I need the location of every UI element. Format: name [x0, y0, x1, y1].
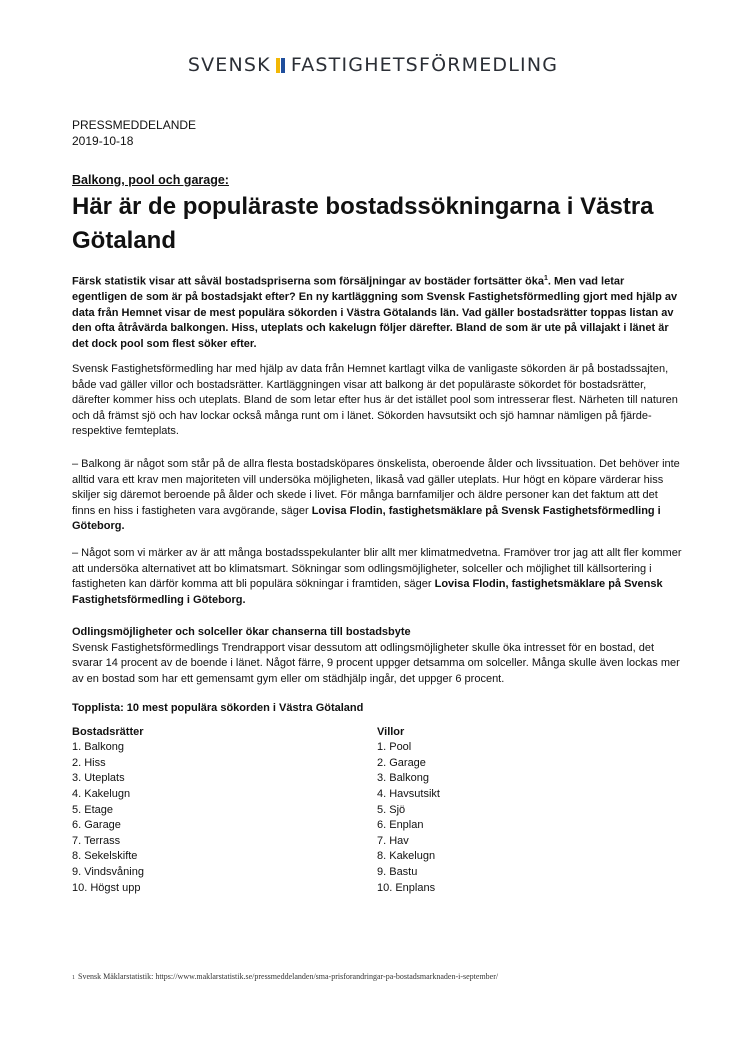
subsection-text: Svensk Fastighetsförmedlings Trendrapport visar dessutom att odlingsmöjligheter skulle öka intresset för en bostad, det svarar 14 procent av de boende i länet. Något färre, 9 procent uppger detsamma om solceller. Många skulle även lockas mer av en bostad som har ett gemensamt gym eller om städhjälp ingår, det uppger 6 procent.: [72, 641, 680, 685]
list-item: 3. Uteplats: [72, 772, 125, 785]
logo-blue-bar: [281, 58, 285, 73]
list-item: 9. Vindsvåning: [72, 865, 144, 878]
company-logo: [0, 54, 746, 76]
quote-text: – Något som vi märker av är att många bostadsspekulanter blir allt mer klimatmedvetna. Framöver tror jag att allt fler kommer att undersöka alternativet att bo klimatsmart. Sökningar som odlingsmöjligheter, solceller och möjlighet till källsortering i fastigheten kan därför komma att bli populära sökningar i framtiden, säger: [72, 547, 682, 591]
list-heading: Villor: [377, 725, 405, 738]
subsection-title: Odlingsmöjligheter och solceller ökar chanserna till bostadsbyte: [72, 626, 411, 638]
footnote-text[interactable]: Svensk Mäklarstatistik: https://www.maklarstatistik.se/pressmeddelanden/sma-prisforandringar-pa-bostadsmarknaden-i-september/: [78, 972, 499, 981]
list-item: 5. Sjö: [377, 803, 406, 816]
list-item: 10. Enplans: [377, 881, 436, 894]
body-paragraph-3: [72, 546, 682, 608]
subsection: [72, 625, 682, 687]
list-item: 4. Havsutsikt: [377, 787, 440, 800]
quote-text: – Balkong är något som står på de allra flesta bostadsköpares önskelista, oberoende ålder och livssituation. Det behöver inte alltid vara ett krav men majoriteten vill undersöka möjligheten, likaså vad gäller uteplats. Hur högt en köpare värderar hiss skiljer sig däremot beroende på ålder och skede i livet. För många barnfamiljer och äldre personer kan det faktum att det finns en hiss i fastigheten vara avgörande, säger: [72, 458, 680, 517]
list-item: 4. Kakelugn: [72, 787, 131, 800]
list-item: 7. Hav: [377, 834, 409, 847]
list-item: 1. Balkong: [72, 741, 124, 754]
list-item: 9. Bastu: [377, 865, 418, 878]
logo-yellow-bar: [276, 58, 280, 73]
list-item: 8. Kakelugn: [377, 850, 436, 863]
kicker: Balkong, pool och garage:: [72, 173, 229, 187]
footnote: [72, 972, 498, 981]
lead-footnote-mark: 1: [543, 275, 548, 282]
lead-text: Färsk statistik visar att såväl bostadspriserna som försäljningar av bostäder fortsätter öka: [72, 275, 544, 288]
lead-paragraph: [72, 271, 682, 353]
toplist-bostadsratter: [72, 725, 377, 897]
quote-attribution: Lovisa Flodin, fastighetsmäklare på Svensk Fastighetsförmedling i Göteborg.: [72, 578, 663, 606]
list-item: 6. Enplan: [377, 819, 424, 832]
lead-text-continued: . Men vad letar egentligen de som är på bostadsjakt efter? En ny kartläggning som Svensk Fastighetsförmedling gjort med hjälp av data från Hemnet visar de mest populära sökorden i Västra Götalands län. Vad gäller bostadsrätter toppas listan av den ofta åtråvärda balkongen. Hiss, uteplats och kakelugn följer därefter. Bland de som är ute på villajakt i länet är det dock pool som flest söker efter.: [72, 275, 678, 351]
document-meta: [72, 117, 196, 149]
list-item: 7. Terrass: [72, 834, 121, 847]
list-item: 2. Hiss: [72, 756, 106, 769]
list-item: 5. Etage: [72, 803, 113, 816]
list-item: 2. Garage: [377, 756, 426, 769]
headline: Här är de populäraste bostadssökningarna i Västra Götaland: [72, 193, 654, 254]
toplist-title: Topplista: 10 mest populära sökorden i Västra Götaland: [72, 702, 364, 714]
list-item: 8. Sekelskifte: [72, 850, 138, 863]
body-paragraph-2: [72, 457, 682, 535]
document-date: 2019-10-18: [72, 134, 134, 148]
quote-attribution: Lovisa Flodin, fastighetsmäklare på Svensk Fastighetsförmedling i Göteborg.: [72, 504, 661, 533]
list-item: 10. Högst upp: [72, 881, 141, 894]
list-item: 3. Balkong: [377, 772, 429, 785]
toplist: [72, 701, 682, 896]
document-type: PRESSMEDDELANDE: [72, 118, 197, 132]
list-item: 1. Pool: [377, 741, 412, 754]
footnote-mark: 1: [72, 975, 75, 981]
list-heading: Bostadsrätter: [72, 725, 144, 738]
list-item: 6. Garage: [72, 819, 121, 832]
logo-text-left: SVENSK: [187, 54, 271, 76]
body-paragraph-1: [72, 362, 682, 440]
toplist-villor: [377, 725, 682, 897]
paragraph-text: Svensk Fastighetsförmedling har med hjälp av data från Hemnet kartlagt vilka de vanligaste sökorden är på bostadssajten, både vad gäller villor och bostadsrätter. Kartläggningen visar att balkong är det populäraste sökordet för bostadsrätter, därefter kommer hiss och uteplats. Bland de som letar efter hus är det istället pool som intresserar flest. Närheten till naturen och då främst sjö och hav lockar också många runt om i länet. Sökorden havsutsikt och sjö hamnar nämligen på fjärde- respektive femteplats.: [72, 363, 678, 438]
logo-text-right: FASTIGHETSFÖRMEDLING: [290, 54, 559, 76]
logo-flag-mark: [276, 58, 286, 73]
